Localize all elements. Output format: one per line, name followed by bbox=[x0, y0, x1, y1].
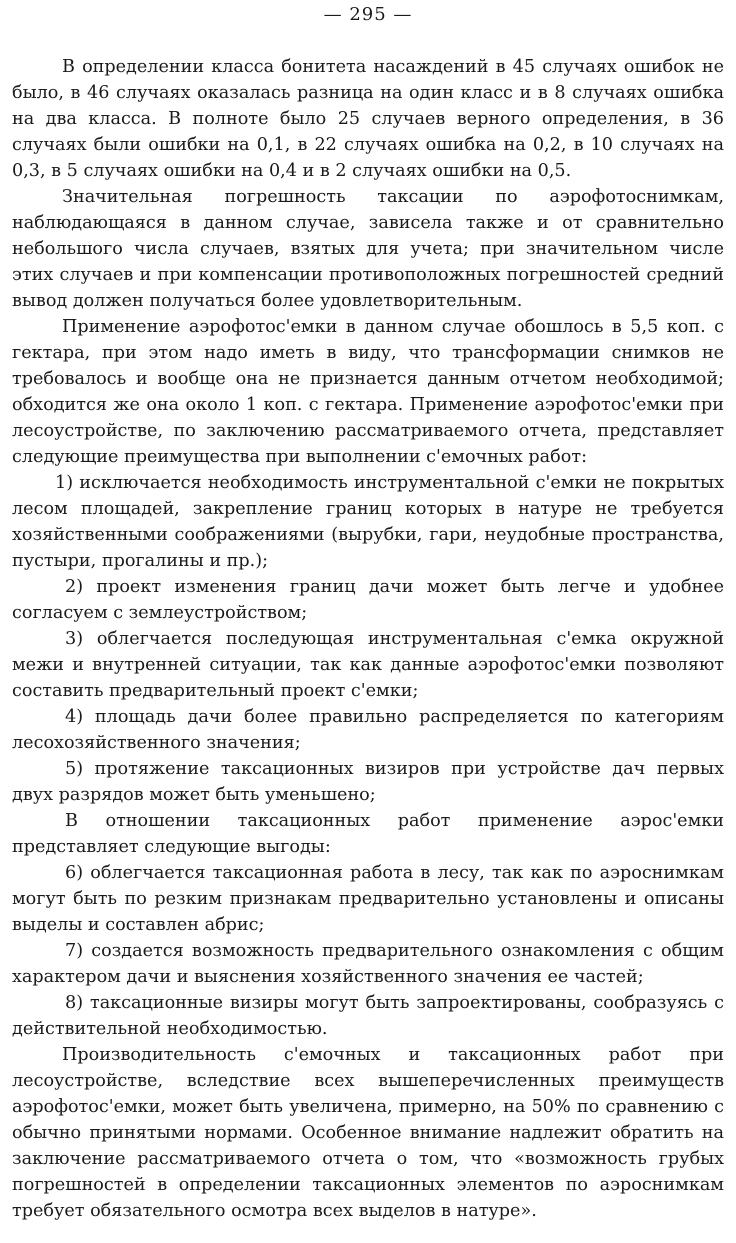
list-item-2: 2) проект изменения границ дачи может быть легче и удобнее согласуем с землеустройством; bbox=[12, 577, 724, 623]
paragraph-error-analysis: Значительная погрешность таксации по аэрофотоснимкам, наблюдающаяся в данном случае, зависела также и от сравнительно небольшого числа случаев, взятых для учета; при значительном числе этих случаев и при компенсации противоположных погрешностей средний вывод должен получаться более удовлетворительным. bbox=[12, 187, 724, 311]
list-item-5: 5) протяжение таксационных визиров при устройстве дач первых двух разрядов может быть уменьшено; bbox=[12, 759, 724, 805]
paragraph-taxation-intro: В отношении таксационных работ применение аэрос'емки представляет следующие выгоды: bbox=[12, 811, 724, 857]
list-item-3: 3) облегчается последующая инструментальная с'емка окружной межи и внутренней ситуации, так как данные аэрофотос'емки позволяют составить предварительный проект с'емки; bbox=[12, 629, 724, 701]
list-item-1: 1) исключается необходимость инструментальной с'емки не покрытых лесом площадей, закрепление границ которых в натуре не требуется хозяйственными соображениями (вырубки, гари, неудобные пространства, пустыри, прогалины и пр.); bbox=[12, 473, 724, 571]
page-number: — 295 — bbox=[323, 4, 413, 25]
document-body bbox=[12, 54, 724, 1224]
list-item-6: 6) облегчается таксационная работа в лесу, так как по аэроснимкам могут быть по резким признакам предварительно установлены и описаны выделы и составлен абрис; bbox=[12, 863, 724, 935]
paragraph-productivity: Производительность с'емочных и таксационных работ при лесоустройстве, вследствие всех вышеперечисленных преимуществ аэрофотос'емки, может быть увеличена, примерно, на 50% по сравнению с обычно принятыми нормами. Особенное внимание надлежит обратить на заключение рассматриваемого отчета о том, что «возможность грубых погрешностей в определении таксационных элементов по аэроснимкам требует обязательного осмотра всех выделов в натуре». bbox=[12, 1045, 724, 1221]
list-item-8: 8) таксационные визиры могут быть запроектированы, сообразуясь с действительной необходимостью. bbox=[12, 993, 724, 1039]
list-item-7: 7) создается возможность предварительного ознакомления с общим характером дачи и выяснения хозяйственного значения ее частей; bbox=[12, 941, 724, 987]
paragraph-bonitet: В определении класса бонитета насаждений в 45 случаях ошибок не было, в 46 случаях оказалась разница на один класс и в 8 случаях ошибка на два класса. В полноте было 25 случаев верного определения, в 36 случаях были ошибки на 0,1, в 22 случаях ошибка на 0,2, в 10 случаях на 0,3, в 5 случаях ошибки на 0,4 и в 2 случаях ошибки на 0,5. bbox=[12, 57, 724, 181]
paragraph-cost: Применение аэрофотос'емки в данном случае обошлось в 5,5 коп. с гектара, при этом надо иметь в виду, что трансформации снимков не требовалось и вообще она не признается данным отчетом необходимой; обходится же она около 1 коп. с гектара. Применение аэрофотос'емки при лесоустройстве, по заключению рассматриваемого отчета, представляет следующие преимущества при выполнении с'емочных работ: bbox=[12, 317, 724, 467]
list-item-4: 4) площадь дачи более правильно распределяется по категориям лесохозяйственного значения; bbox=[12, 707, 724, 753]
